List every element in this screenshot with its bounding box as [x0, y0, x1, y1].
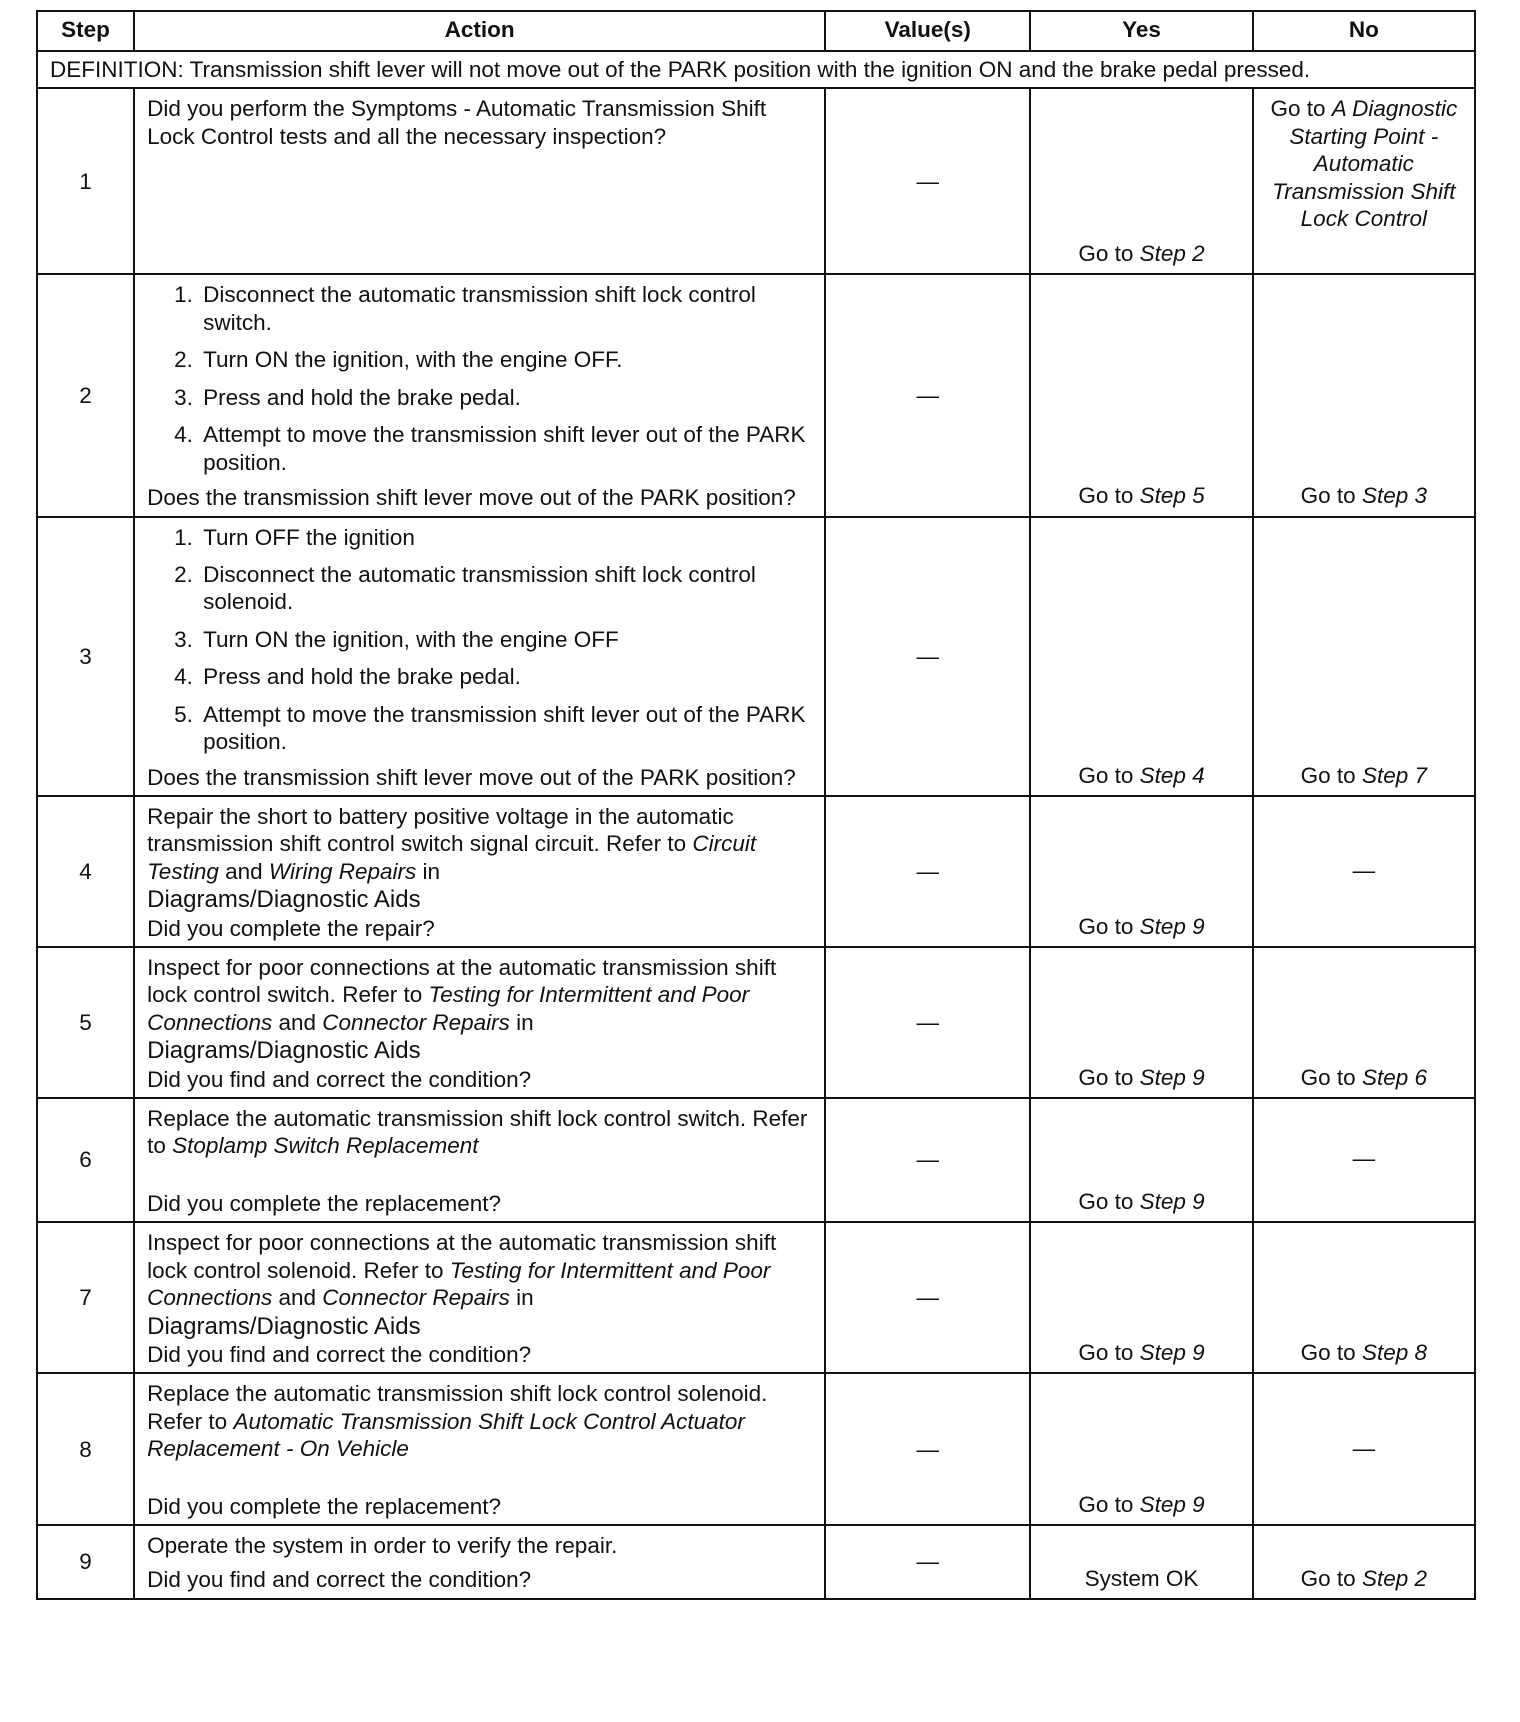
yes-step-ref: Step 9: [1139, 1064, 1205, 1090]
action-cell: Inspect for poor connections at the automatic transmission shift lock control solenoid. Refer to Testing for Intermittent and Poor Connections and Connector Repairs in Diagrams/Diagnostic Aids Did you find and correct the condition?: [134, 1222, 825, 1373]
action-list-item: 4. Attempt to move the transmission shift lever out of the PARK position.: [199, 421, 814, 476]
action-cell: [134, 517, 825, 797]
diagnostic-table: [36, 10, 1476, 1600]
action-ref: Automatic Transmission Shift Lock Control Actuator Replacement - On Vehicle: [147, 1408, 745, 1462]
no-step-ref: Step 7: [1361, 762, 1427, 788]
table-row-step-9: [37, 1525, 1475, 1599]
header-action: Action: [134, 11, 825, 51]
header-yes: Yes: [1030, 11, 1252, 51]
action-list-item: 4. Press and hold the brake pedal.: [199, 663, 814, 690]
no-step-ref: A Diagnostic Starting Point - Automatic Transmission Shift Lock Control: [1272, 96, 1458, 232]
action-ref: Circuit Testing: [147, 831, 757, 884]
yes-cell: Go to Step 9: [1030, 947, 1252, 1098]
diagrams-aids-label: Diagrams/Diagnostic Aids: [147, 1037, 421, 1065]
table-row-step-5: [37, 947, 1475, 1098]
dash: —: [916, 1549, 939, 1575]
dash: —: [916, 643, 939, 669]
action-question: Did you perform the Symptoms - Automatic Transmission Shift Lock Control tests and all the necessary inspection?: [147, 96, 767, 149]
no-cell: Go to Step 3: [1253, 274, 1475, 516]
step-number: 4: [37, 796, 134, 947]
action-ref: Testing for Intermittent and Poor Connections: [147, 982, 750, 1035]
yes-step-ref: Step 9: [1139, 913, 1205, 939]
action-text: Inspect for poor connections at the automatic transmission shift lock control solenoid.: [147, 1230, 777, 1283]
value-cell: [825, 1373, 1030, 1525]
no-step-ref: Step 8: [1361, 1339, 1427, 1365]
step-number: 3: [37, 517, 134, 797]
action-ref: Wiring Repairs: [268, 858, 417, 884]
yes-cell: Go to Step 5: [1030, 274, 1252, 516]
action-cell: [134, 274, 825, 516]
action-question: Did you find and correct the condition?: [147, 1566, 532, 1592]
step-number: 8: [37, 1373, 134, 1525]
action-text: Inspect for poor connections at the automatic transmission shift lock control switch.: [147, 955, 777, 1008]
yes-step-ref: Step 2: [1139, 241, 1205, 266]
action-cell: Replace the automatic transmission shift lock control switch. Refer to Stoplamp Switch Replacement Did you complete the replacement?: [134, 1098, 825, 1222]
yes-step-ref: Step 4: [1139, 762, 1205, 788]
action-question: Did you complete the repair?: [147, 915, 435, 941]
action-ref: Stoplamp Switch Replacement: [172, 1133, 479, 1159]
action-question: Did you complete the replacement?: [147, 1493, 502, 1519]
action-list: [147, 281, 814, 476]
action-ref: Testing for Intermittent and Poor Connections: [147, 1257, 771, 1311]
value-cell: [825, 1098, 1030, 1222]
dash: —: [916, 1009, 939, 1035]
diagrams-aids-label: Diagrams/Diagnostic Aids: [147, 1312, 421, 1340]
dash: —: [1352, 1435, 1376, 1461]
table-row-step-8: [37, 1373, 1475, 1525]
yes-cell: Go to Step 4: [1030, 517, 1252, 797]
action-question: Did you find and correct the condition?: [147, 1341, 532, 1367]
dash: —: [916, 382, 939, 408]
dash: —: [916, 858, 939, 884]
action-question: Did you find and correct the condition?: [147, 1066, 532, 1092]
no-cell: Go to Step 6: [1253, 947, 1475, 1098]
no-step-ref: Step 6: [1361, 1064, 1427, 1090]
dash: —: [916, 1147, 939, 1173]
yes-cell: Go to Step 2: [1030, 88, 1252, 274]
yes-cell: Go to Step 9: [1030, 1098, 1252, 1222]
diagnostic-table-page: [36, 10, 1476, 1600]
value-cell: [825, 796, 1030, 947]
no-step-ref: Step 3: [1361, 483, 1427, 509]
action-list-item: 1. Disconnect the automatic transmission shift lock control switch.: [199, 281, 814, 336]
action-list-item: 5. Attempt to move the transmission shift lever out of the PARK position.: [199, 701, 814, 756]
step-number: 7: [37, 1222, 134, 1373]
value-cell: [825, 88, 1030, 274]
yes-step-ref: Step 9: [1139, 1188, 1205, 1214]
header-values: Value(s): [825, 11, 1030, 51]
header-row: [37, 11, 1475, 51]
value-cell: [825, 1222, 1030, 1373]
no-cell: Go to A Diagnostic Starting Point - Automatic Transmission Shift Lock Control: [1253, 88, 1475, 274]
yes-cell: Go to Step 9: [1030, 1222, 1252, 1373]
step-number: 6: [37, 1098, 134, 1222]
table-row-step-3: [37, 517, 1475, 797]
action-cell: Repair the short to battery positive voltage in the automatic transmission shift control switch signal circuit. Refer to Circuit Testing and Wiring Repairs in Diagrams/Diagnostic Aids Did you complete the repair?: [134, 796, 825, 947]
table-row-step-1: [37, 88, 1475, 274]
yes-cell: Go to Step 9: [1030, 1373, 1252, 1525]
header-no: No: [1253, 11, 1475, 51]
action-list-item: 2. Disconnect the automatic transmission shift lock control solenoid.: [199, 561, 814, 616]
action-ref: Connector Repairs: [322, 1285, 510, 1311]
no-cell: Go to Step 8: [1253, 1222, 1475, 1373]
action-list-item: 1. Turn OFF the ignition: [199, 524, 814, 551]
action-text: Replace the automatic transmission shift lock control switch.: [147, 1106, 747, 1132]
dash: —: [916, 168, 939, 194]
diagrams-aids-label: Diagrams/Diagnostic Aids: [147, 886, 421, 914]
action-question: Did you complete the replacement?: [147, 1190, 502, 1216]
action-question: Does the transmission shift lever move out of the PARK position?: [147, 485, 796, 511]
action-text: Repair the short to battery positive voltage in the automatic transmission shift control switch signal circuit.: [147, 804, 734, 857]
value-cell: [825, 947, 1030, 1098]
dash: —: [1352, 1146, 1376, 1172]
no-cell: [1253, 1098, 1475, 1222]
value-cell: [825, 274, 1030, 516]
yes-step-ref: Step 5: [1139, 483, 1205, 509]
no-step-ref: Step 2: [1361, 1565, 1427, 1591]
step-number: 2: [37, 274, 134, 516]
yes-step-ref: Step 9: [1139, 1491, 1205, 1517]
table-row-step-7: [37, 1222, 1475, 1373]
action-list-item: 3. Press and hold the brake pedal.: [199, 384, 814, 411]
no-cell: [1253, 1373, 1475, 1525]
definition-row: [37, 51, 1475, 88]
action-cell: Inspect for poor connections at the automatic transmission shift lock control switch. Refer to Testing for Intermittent and Poor Connections and Connector Repairs in Diagrams/Diagnostic Aids Did you find and correct the condition?: [134, 947, 825, 1098]
value-cell: [825, 517, 1030, 797]
action-cell: [134, 1525, 825, 1599]
action-list: [147, 524, 814, 756]
action-cell: Replace the automatic transmission shift lock control solenoid. Refer to Automatic Transmission Shift Lock Control Actuator Replacement - On Vehicle Did you complete the replacement?: [134, 1373, 825, 1525]
table-row-step-2: [37, 274, 1475, 516]
definition-text: DEFINITION: Transmission shift lever will not move out of the PARK position with the ignition ON and the brake pedal pressed.: [37, 51, 1475, 88]
table-row-step-6: [37, 1098, 1475, 1222]
step-number: 9: [37, 1525, 134, 1599]
yes-cell: System OK: [1030, 1525, 1252, 1599]
no-cell: Go to Step 7: [1253, 517, 1475, 797]
step-number: 1: [37, 88, 134, 274]
action-text: Operate the system in order to verify the repair.: [147, 1533, 618, 1559]
action-list-item: 2. Turn ON the ignition, with the engine OFF.: [199, 346, 814, 373]
step-number: 5: [37, 947, 134, 1098]
value-cell: [825, 1525, 1030, 1599]
action-cell: [134, 88, 825, 274]
table-row-step-4: [37, 796, 1475, 947]
action-question: Does the transmission shift lever move out of the PARK position?: [147, 764, 796, 790]
dash: —: [916, 1436, 939, 1462]
dash: —: [1352, 857, 1376, 883]
action-ref: Connector Repairs: [322, 1009, 510, 1035]
no-cell: [1253, 796, 1475, 947]
dash: —: [916, 1285, 939, 1311]
action-list-item: 3. Turn ON the ignition, with the engine OFF: [199, 626, 814, 653]
yes-cell: Go to Step 9: [1030, 796, 1252, 947]
no-cell: Go to Step 2: [1253, 1525, 1475, 1599]
header-step: Step: [37, 11, 134, 51]
yes-step-ref: Step 9: [1139, 1339, 1205, 1365]
action-text: Replace the automatic transmission shift lock control solenoid.: [147, 1381, 768, 1407]
